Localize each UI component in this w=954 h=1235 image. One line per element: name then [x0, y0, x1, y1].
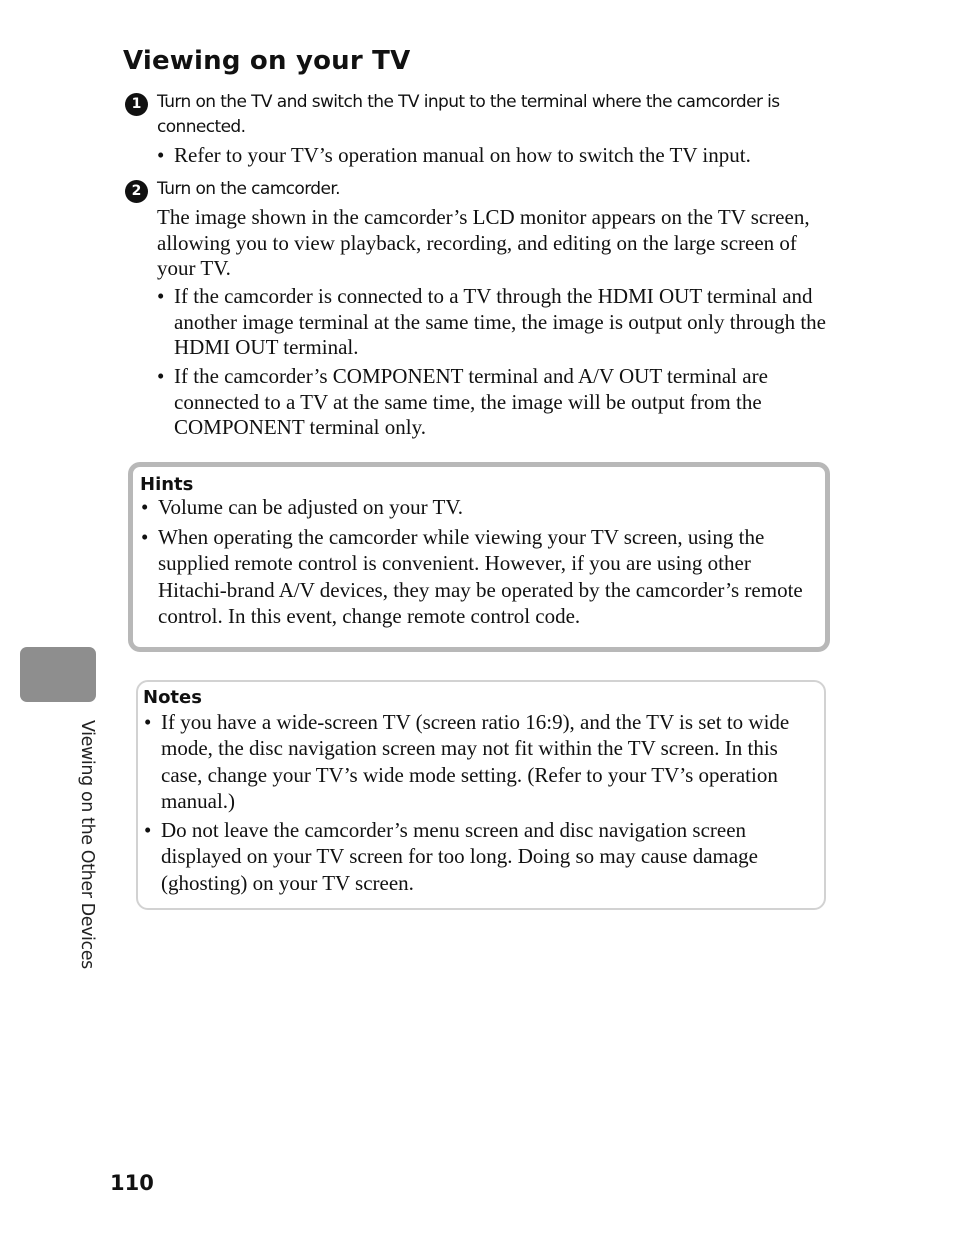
- bullet-text: When operating the camcorder while viewing your TV screen, using the supplied remote control is convenient. However, if you are using other Hitachi-brand A/V devices, they may be operated by the camcorder’s remote control. In this event, change remote control code.: [158, 525, 803, 628]
- bullet-text: Refer to your TV’s operation manual on how to switch the TV input.: [174, 143, 751, 167]
- step-1: [125, 90, 797, 140]
- page-title: Viewing on your TV: [123, 46, 411, 76]
- step-1-text: Turn on the TV and switch the TV input to the terminal where the camcorder is connected.: [157, 92, 780, 137]
- bullet-dot: •: [157, 284, 165, 308]
- step-number-2: 2: [125, 180, 148, 203]
- step-1-bullet: [157, 143, 837, 169]
- bullet-text: If you have a wide-screen TV (screen ratio 16:9), and the TV is set to wide mode, the disc navigation screen may not fit within the TV screen. In this case, change your TV’s wide mode setting. (Refer to your TV’s operation manual.): [161, 710, 790, 813]
- bullet-text: Volume can be adjusted on your TV.: [158, 495, 464, 519]
- page-number: 110: [110, 1171, 154, 1195]
- hint-item-2: [141, 524, 813, 629]
- bullet-dot: •: [144, 710, 152, 734]
- note-item-1: [144, 709, 812, 814]
- bullet-dot: •: [157, 364, 165, 388]
- step-2-bullet-1: [157, 284, 833, 361]
- bullet-dot: •: [141, 525, 149, 549]
- hints-title: Hints: [140, 474, 194, 495]
- bullet-text: If the camcorder is connected to a TV through the HDMI OUT terminal and another image terminal at the same time, the image is output only through the HDMI OUT terminal.: [174, 284, 826, 359]
- step-2-paragraph: The image shown in the camcorder’s LCD monitor appears on the TV screen, allowing you to view playback, recording, and editing on the large screen of your TV.: [157, 205, 810, 280]
- step-number-1: 1: [125, 93, 148, 116]
- notes-title: Notes: [143, 687, 202, 708]
- bullet-text: If the camcorder’s COMPONENT terminal and A/V OUT terminal are connected to a TV at the same time, the image will be output from the COMPONENT terminal only.: [174, 364, 768, 439]
- note-item-2: [144, 817, 812, 896]
- bullet-dot: •: [144, 818, 152, 842]
- section-tab-marker: [20, 647, 96, 702]
- bullet-dot: •: [157, 143, 165, 167]
- step-2-bullet-2: [157, 364, 807, 441]
- side-section-label: Viewing on the Other Devices: [77, 720, 97, 969]
- step-2-text: Turn on the camcorder.: [157, 179, 340, 199]
- bullet-text: Do not leave the camcorder’s menu screen and disc navigation screen displayed on your TV screen for too long. Doing so may cause damage (ghosting) on your TV screen.: [161, 818, 759, 895]
- step-2: [125, 177, 797, 202]
- hint-item-1: [141, 495, 813, 521]
- bullet-dot: •: [141, 495, 149, 519]
